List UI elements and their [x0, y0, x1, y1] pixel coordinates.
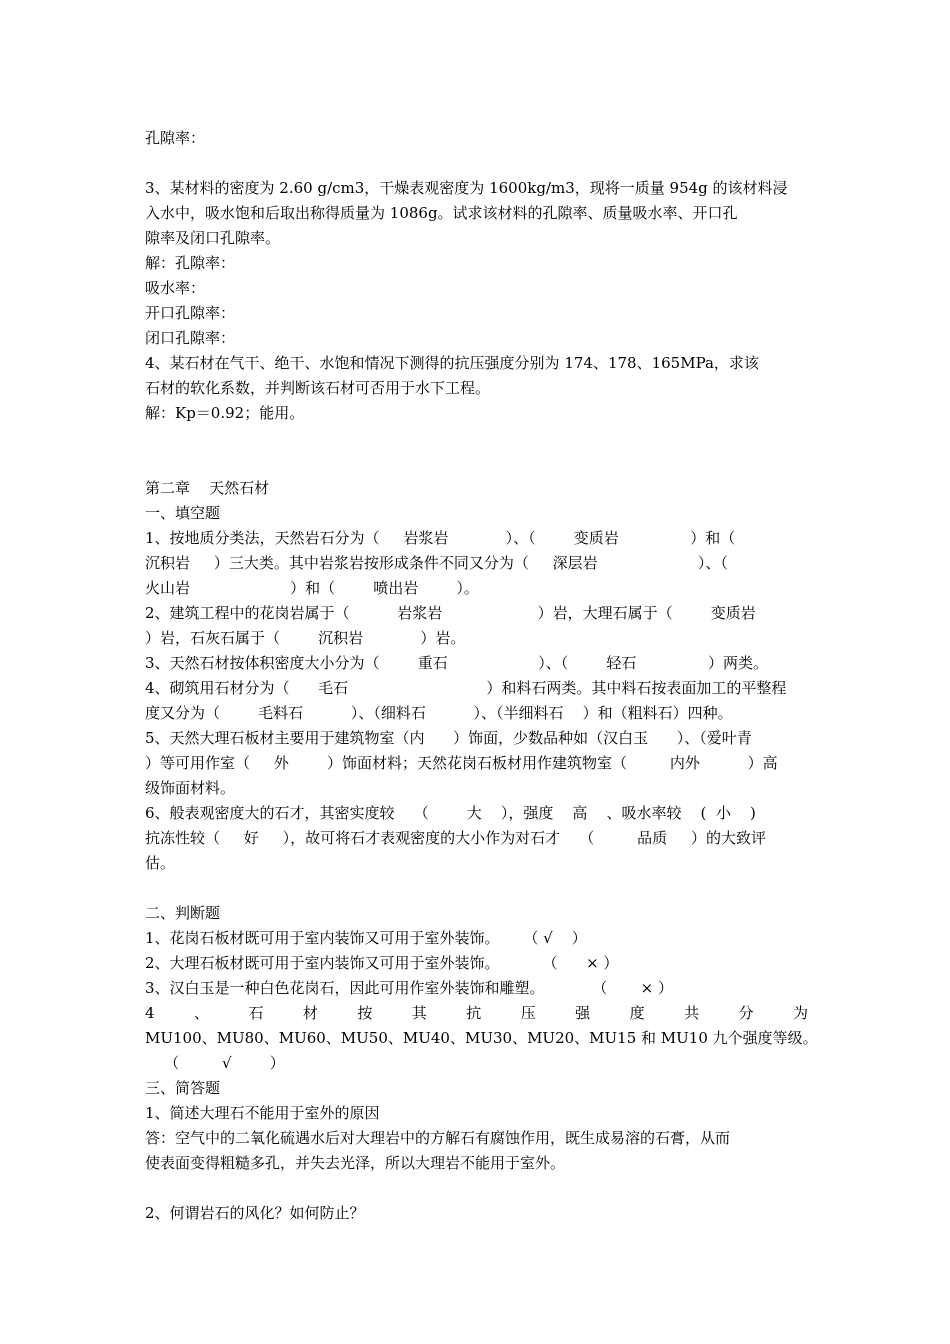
text-line: （ √ ） — [145, 1054, 285, 1072]
text-segment: 4 — [145, 1004, 155, 1022]
text-line: 1、花岗石板材既可用于室内装饰又可用于室外装饰。 （ √ ） — [145, 929, 587, 947]
text-segment: 共 — [684, 1004, 700, 1022]
answer-line: 解：Kp＝0.92；能用。 — [145, 404, 305, 422]
text-line: 5、天然大理石板材主要用于建筑物室（内 ）饰面，少数品种如（汉白玉 ）、（爱叶青 — [145, 729, 752, 747]
text-line: 2、大理石板材既可用于室内装饰又可用于室外装饰。 （ × ） — [145, 954, 619, 972]
text-segment: 抗 — [466, 1004, 482, 1022]
text-line: ）等可用作室（ 外 ）饰面材料；天然花岗石板材用作建筑物室（ 内外 ）高 — [145, 754, 778, 772]
text-segment: 分 — [738, 1004, 754, 1022]
text-line: 闭口孔隙率： — [145, 329, 236, 347]
text-segment: 为 — [792, 1004, 808, 1022]
text-segment: 其 — [411, 1004, 427, 1022]
text-segment: 压 — [520, 1004, 536, 1022]
text-segment: 材 — [302, 1004, 318, 1022]
section-heading: 三、简答题 — [145, 1079, 221, 1097]
text-line: 开口孔隙率： — [145, 304, 236, 322]
text-line: 2、建筑工程中的花岗岩属于（ 岩浆岩 ）岩，大理石属于（ 变质岩 — [145, 604, 756, 622]
text-line: ）岩，石灰石属于（ 沉积岩 ）岩。 — [145, 629, 466, 647]
section-heading: 一、填空题 — [145, 504, 221, 522]
question-line: 1、简述大理石不能用于室外的原因 — [145, 1104, 380, 1122]
text-segment: 强 — [575, 1004, 591, 1022]
text-segment: 石 — [248, 1004, 264, 1022]
text-line: 石材的软化系数，并判断该石材可否用于水下工程。 — [145, 379, 491, 397]
text-line: 火山岩 ）和（ 喷出岩 ）。 — [145, 579, 479, 597]
text-line: 4、砌筑用石材分为（ 毛石 ）和料石两类。其中料石按表面加工的平整程 — [145, 679, 787, 697]
text-line: 度又分为（ 毛料石 ）、（细料石 ）、（半细料石 ）和（粗料石）四种。 — [145, 704, 733, 722]
section-heading: 二、判断题 — [145, 904, 221, 922]
text-line: 估。 — [145, 854, 176, 872]
text-segment: 按 — [357, 1004, 373, 1022]
justified-line — [145, 1003, 808, 1023]
text-line: 6、般表观密度大的石才，其密实度较 （ 大 ），强度 高 、吸水率较 ( 小 ) — [145, 804, 756, 822]
text-line: 抗冻性较（ 好 ），故可将石才表观密度的大小作为对石才 （ 品质 ）的大致评 — [145, 829, 767, 847]
question-3-line: 3、某材料的密度为 2.60 g/cm3，干燥表观密度为 1600kg/m3，现将一质量 954g 的该材料浸 — [145, 179, 788, 197]
text-line: 吸水率： — [145, 279, 206, 297]
answer-line: 解：孔隙率： — [145, 254, 236, 272]
question-line: 2、何谓岩石的风化？如何防止？ — [145, 1204, 365, 1222]
text-line: MU100、MU80、MU60、MU50、MU40、MU30、MU20、MU15 和 MU10 九个强度等级。 — [145, 1029, 818, 1047]
text-segment: 度 — [629, 1004, 645, 1022]
text-line: 隙率及闭口孔隙率。 — [145, 229, 281, 247]
text-line: 3、天然石材按体积密度大小分为（ 重石 ）、（ 轻石 ）两类。 — [145, 654, 768, 672]
text-line: 1、按地质分类法，天然岩石分为（ 岩浆岩 ）、（ 变质岩 ）和（ — [145, 529, 736, 547]
text-line: 孔隙率： — [145, 129, 206, 147]
text-line: 使表面变得粗糙多孔，并失去光泽，所以大理岩不能用于室外。 — [145, 1154, 566, 1172]
chapter-title: 第二章 天然石材 — [145, 479, 270, 497]
text-line: 3、汉白玉是一种白色花岗石，因此可用作室外装饰和雕塑。 （ × ） — [145, 979, 673, 997]
text-line: 沉积岩 ）三大类。其中岩浆岩按形成条件不同又分为（ 深层岩 ）、（ — [145, 554, 728, 572]
text-line: 级饰面材料。 — [145, 779, 236, 797]
question-4-line: 4、某石材在气干、绝干、水饱和情况下测得的抗压强度分别为 174、178、165MPa，求该 — [145, 354, 759, 372]
text-line: 入水中，吸水饱和后取出称得质量为 1086g。试求该材料的孔隙率、质量吸水率、开口孔 — [145, 204, 738, 222]
answer-line: 答：空气中的二氧化硫遇水后对大理岩中的方解石有腐蚀作用，既生成易溶的石膏，从而 — [145, 1129, 731, 1147]
text-segment: 、 — [193, 1004, 209, 1022]
